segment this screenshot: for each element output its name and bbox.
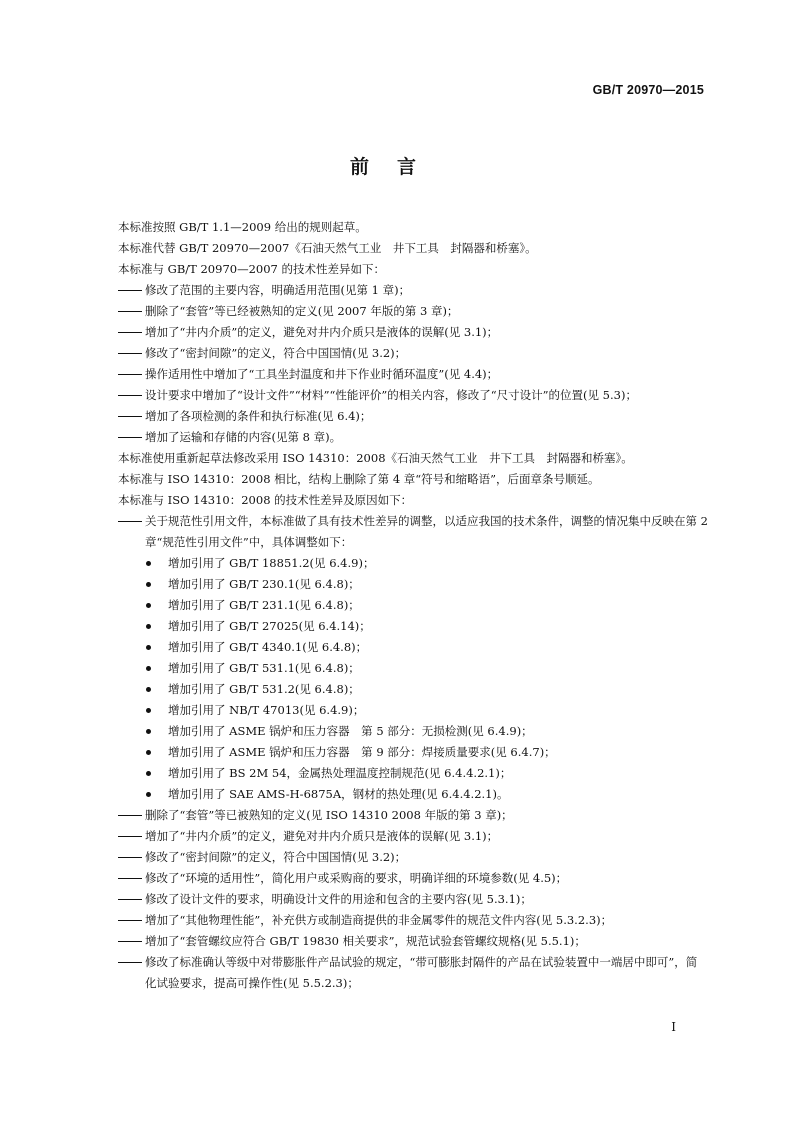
change-item: 修改了“密封间隙”的定义，符合中国国情(见 3.2)； xyxy=(118,343,708,364)
iso-change-item: 修改了“环境的适用性”，简化用户或采购商的要求，明确详细的环境参数(见 4.5)； xyxy=(118,868,708,889)
iso-change-item: 修改了标准确认等级中对带膨胀件产品试验的规定，“带可膨胀封隔件的产品在试验装置中一端居中即可”，简化试验要求，提高可操作性(见 5.5.2.3)； xyxy=(118,952,708,994)
iso-change-item: 修改了设计文件的要求，明确设计文件的用途和包含的主要内容(见 5.3.1)； xyxy=(118,889,708,910)
bullet-item: 增加引用了 GB/T 4340.1(见 6.4.8)； xyxy=(118,637,708,658)
foreword-body xyxy=(118,217,708,994)
change-item: 设计要求中增加了“设计文件”“材料”“性能评价”的相关内容，修改了“尺寸设计”的位置(见 5.3)； xyxy=(118,385,708,406)
paragraph: 本标准代替 GB/T 20970—2007《石油天然气工业 井下工具 封隔器和桥塞》。 xyxy=(118,241,537,255)
standard-number: GB/T 20970—2015 xyxy=(592,83,704,97)
change-item: 增加了各项检测的条件和执行标准(见 6.4)； xyxy=(118,406,708,427)
page-number: I xyxy=(671,1020,676,1034)
bullet-item: 增加引用了 GB/T 531.2(见 6.4.8)； xyxy=(118,679,708,700)
iso-change-item: 删除了“套管”等已被熟知的定义(见 ISO 14310 2008 年版的第 3 章)； xyxy=(118,805,708,826)
change-item: 修改了范围的主要内容，明确适用范围(见第 1 章)； xyxy=(118,280,708,301)
paragraph: 本标准与 ISO 14310：2008 相比，结构上删除了第 4 章“符号和缩略语”，后面章条号顺延。 xyxy=(118,472,600,486)
change-item: 增加了运输和存储的内容(见第 8 章)。 xyxy=(118,427,708,448)
bullet-item: 增加引用了 NB/T 47013(见 6.4.9)； xyxy=(118,700,708,721)
iso-change-item: 修改了“密封间隙”的定义，符合中国国情(见 3.2)； xyxy=(118,847,708,868)
bullet-item: 增加引用了 SAE AMS-H-6875A，钢材的热处理(见 6.4.4.2.1)。 xyxy=(118,784,708,805)
bullet-item: 增加引用了 GB/T 231.1(见 6.4.8)； xyxy=(118,595,708,616)
change-item: 删除了“套管”等已经被熟知的定义(见 2007 年版的第 3 章)； xyxy=(118,301,708,322)
bullet-item: 增加引用了 ASME 锅炉和压力容器 第 5 部分：无损检测(见 6.4.9)； xyxy=(118,721,708,742)
bullet-item: 增加引用了 GB/T 230.1(见 6.4.8)； xyxy=(118,574,708,595)
paragraph: 本标准按照 GB/T 1.1—2009 给出的规则起草。 xyxy=(118,220,367,234)
paragraph: 本标准与 ISO 14310：2008 的技术性差异及原因如下： xyxy=(118,493,413,507)
paragraph: 本标准与 GB/T 20970—2007 的技术性差异如下： xyxy=(118,262,385,276)
bullet-item: 增加引用了 BS 2M 54，金属热处理温度控制规范(见 6.4.4.2.1)； xyxy=(118,763,708,784)
page-title: 前言 xyxy=(349,156,444,178)
iso-change-item: 增加了“井内介质”的定义，避免对井内介质只是液体的误解(见 3.1)； xyxy=(118,826,708,847)
bullet-item: 增加引用了 ASME 锅炉和压力容器 第 9 部分：焊接质量要求(见 6.4.7)； xyxy=(118,742,708,763)
change-item: 操作适用性中增加了“工具坐封温度和井下作业时循环温度”(见 4.4)； xyxy=(118,364,708,385)
iso-intro-item: 关于规范性引用文件，本标准做了具有技术性差异的调整，以适应我国的技术条件，调整的情况集中反映在第 2 章“规范性引用文件”中，具体调整如下： xyxy=(118,511,708,553)
iso-change-item: 增加了“其他物理性能”，补充供方或制造商提供的非金属零件的规范文件内容(见 5.3.2.3)； xyxy=(118,910,708,931)
bullet-item: 增加引用了 GB/T 27025(见 6.4.14)； xyxy=(118,616,708,637)
paragraph: 本标准使用重新起草法修改采用 ISO 14310：2008《石油天然气工业 井下工具 封隔器和桥塞》。 xyxy=(118,451,633,465)
change-item: 增加了“井内介质”的定义，避免对井内介质只是液体的误解(见 3.1)； xyxy=(118,322,708,343)
bullet-item: 增加引用了 GB/T 18851.2(见 6.4.9)； xyxy=(118,553,708,574)
iso-change-item: 增加了“套管螺纹应符合 GB/T 19830 相关要求”，规范试验套管螺纹规格(见 5.5.1)； xyxy=(118,931,708,952)
bullet-item: 增加引用了 GB/T 531.1(见 6.4.8)； xyxy=(118,658,708,679)
